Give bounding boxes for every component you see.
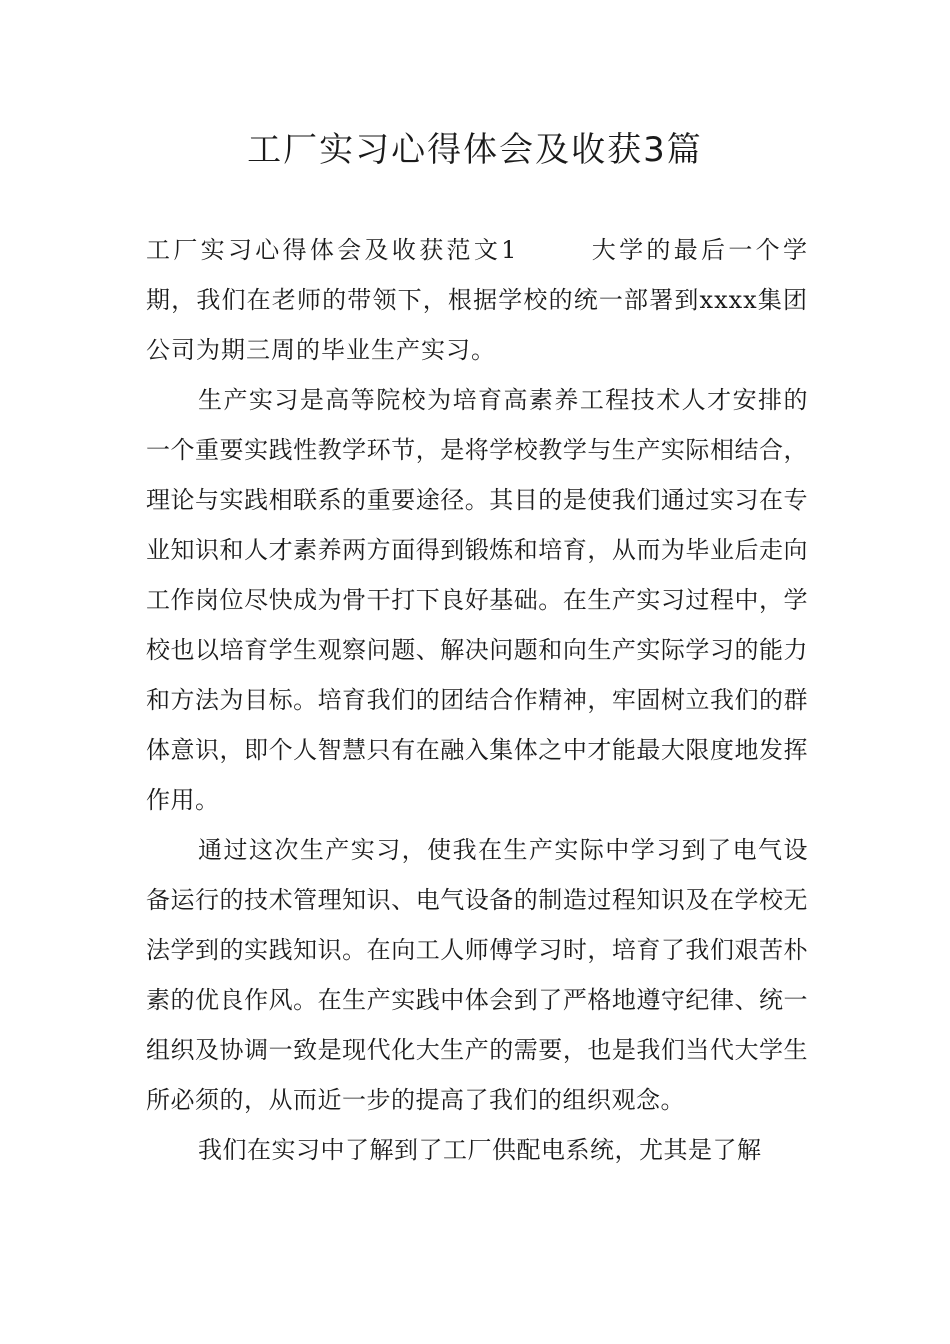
paragraph-3: 通过这次生产实习，使我在生产实际中学习到了电气设备运行的技术管理知识、电气设备的制造过程知识及在学校无法学到的实践知识。在向工人师傅学习时，培育了我们艰苦朴素的优良作风。在生产实践中体会到了严格地遵守纪律、统一组织及协调一致是现代化大生产的需要，也是我们当代大学生所必须的，从而近一步的提高了我们的组织观念。 [146, 836, 808, 1114]
intro-heading: 工厂实习心得体会及收获范文1 [146, 236, 518, 264]
paragraph-1-text: 大学的最后一个学期，我们在老师的带领下，根据学校的统一部署到xxxx集团公司为期三周的毕业生产实习。 [146, 236, 808, 364]
document-title: 工厂实习心得体会及收获3篇 [247, 130, 703, 170]
paragraph-4: 我们在实习中了解到了工厂供配电系统，尤其是了解 [198, 1136, 762, 1164]
paragraph-1 [146, 225, 808, 375]
document-body [146, 225, 808, 1175]
paragraph-2: 生产实习是高等院校为培育高素养工程技术人才安排的一个重要实践性教学环节，是将学校教学与生产实际相结合，理论与实践相联系的重要途径。其目的是使我们通过实习在专业知识和人才素养两方面得到锻炼和培育，从而为毕业后走向工作岗位尽快成为骨干打下良好基础。在生产实习过程中，学校也以培育学生观察问题、解决问题和向生产实际学习的能力和方法为目标。培育我们的团结合作精神，牢固树立我们的群体意识，即个人智慧只有在融入集体之中才能最大限度地发挥作用。 [146, 386, 808, 814]
